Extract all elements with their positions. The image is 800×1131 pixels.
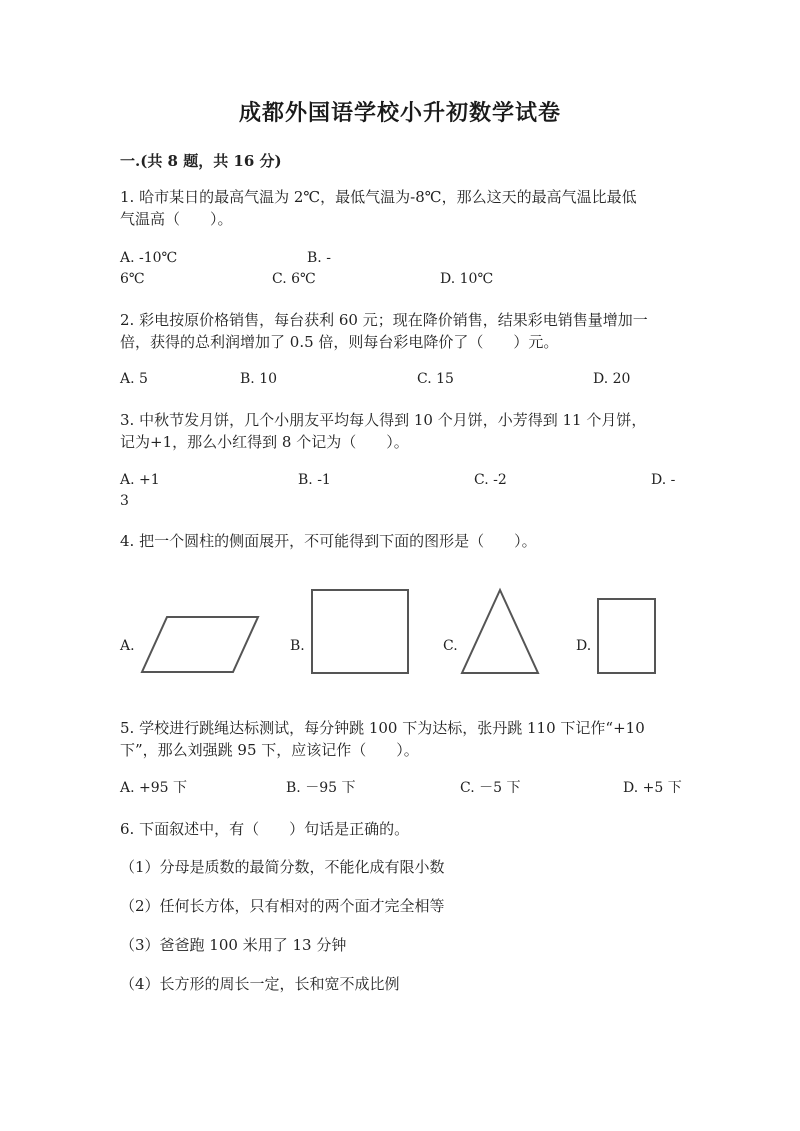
q2-option-d: D. 20 [593,371,631,387]
q1-option-b-part2: 6℃ [120,271,145,287]
q3-option-c: C. -2 [474,472,507,488]
q5-option-d: D. +5 下 [623,780,682,796]
q2-option-a: A. 5 [120,371,148,387]
q2-text-line1: 2. 彩电按原价格销售，每台获利 60 元；现在降价销售，结果彩电销售量增加一 [120,311,648,329]
q3-option-d-part1: D. - [651,472,676,488]
triangle-shape [462,590,538,673]
q1-option-b-part1: B. - [307,250,331,266]
q4-label-b: B. [290,638,305,654]
q6-statement-2: （2）任何长方体，只有相对的两个面才完全相等 [120,897,445,915]
q3-text-line1: 3. 中秋节发月饼，几个小朋友平均每人得到 10 个月饼，小芳得到 11 个月饼， [120,411,647,429]
q5-option-b: B. －95 下 [286,780,356,796]
q6-statement-1: （1）分母是质数的最简分数，不能化成有限小数 [120,858,445,876]
q4-label-d: D. [576,638,592,654]
q3-option-b: B. -1 [298,472,331,488]
q2-option-b: B. 10 [240,371,278,387]
q4-label-c: C. [443,638,458,654]
q1-option-d: D. 10℃ [440,271,494,287]
rectangle-shape [598,599,655,673]
q1-text-line2: 气温高（ ）。 [120,210,233,228]
page-title: 成都外国语学校小升初数学试卷 [238,100,561,126]
q4-label-a: A. [120,638,135,654]
q2-text-line2: 倍，获得的总利润增加了 0.5 倍，则每台彩电降价了（ ）元。 [120,333,559,351]
q6-statement-3: （3）爸爸跑 100 米用了 13 分钟 [120,936,347,954]
q2-option-c: C. 15 [417,371,454,387]
q1-text-line1: 1. 哈市某日的最高气温为 2℃，最低气温为-8℃，那么这天的最高气温比最低 [120,188,637,206]
parallelogram-shape [142,617,258,672]
q5-text-line2: 下”，那么刘强跳 95 下，应该记作（ ）。 [120,741,419,759]
q6-statement-4: （4）长方形的周长一定，长和宽不成比例 [120,975,400,993]
q5-option-a: A. +95 下 [120,780,188,796]
q1-option-c: C. 6℃ [272,271,316,287]
q4-text-line1: 4. 把一个圆柱的侧面展开，不可能得到下面的图形是（ ）。 [120,532,537,550]
q1-option-a: A. -10℃ [120,250,178,266]
q3-text-line2: 记为+1，那么小红得到 8 个记为（ ）。 [120,433,409,451]
section-heading: 一.(共 8 题，共 16 分) [120,152,282,170]
q6-text-line1: 6. 下面叙述中，有（ ）句话是正确的。 [120,820,410,838]
square-shape [312,590,408,673]
q3-option-d-part2: 3 [120,493,129,509]
q5-text-line1: 5. 学校进行跳绳达标测试，每分钟跳 100 下为达标，张丹跳 110 下记作“+10 [120,719,645,737]
q3-option-a: A. +1 [120,472,160,488]
q5-option-c: C. －5 下 [460,780,521,796]
